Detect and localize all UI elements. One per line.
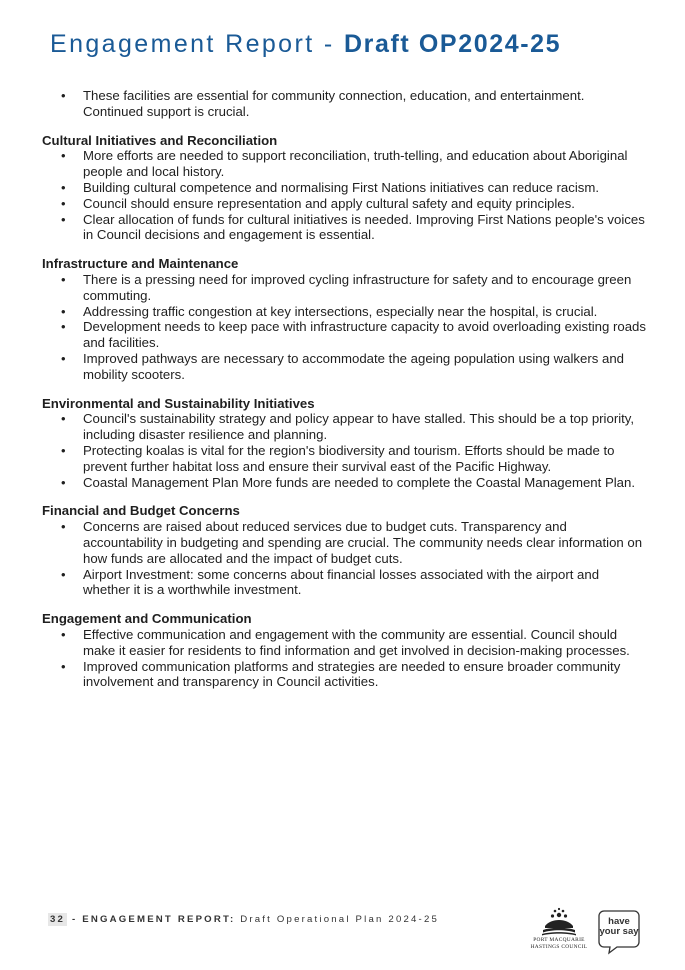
list-item: • Council's sustainability strategy and policy appear to have stalled. This should be a top priority, including disaster resilience and planning.	[42, 411, 647, 443]
bullet-list	[42, 411, 647, 490]
section-infrastructure	[42, 256, 647, 382]
lead-list	[42, 88, 647, 120]
section-heading: Environmental and Sustainability Initiatives	[42, 395, 315, 411]
list-item: • Effective communication and engagement with the community are essential. Council should make it easier for residents to find information and get involved in decision-making processes.	[42, 627, 647, 659]
list-item: • Building cultural competence and normalising First Nations initiatives can reduce racism.	[42, 180, 647, 196]
council-name-line2: HASTINGS COUNCIL	[530, 944, 588, 950]
bullet-list	[42, 148, 647, 243]
report-content	[42, 88, 647, 690]
page-footer	[48, 914, 439, 925]
list-item: • Improved pathways are necessary to accommodate the ageing population using walkers and mobility scooters.	[42, 351, 647, 383]
section-heading: Financial and Budget Concerns	[42, 503, 240, 519]
bullet-list	[42, 519, 647, 598]
list-item: • These facilities are essential for community connection, education, and entertainment. Continued support is crucial.	[42, 88, 647, 120]
section-financial	[42, 503, 647, 598]
footer-subtitle: Draft Operational Plan 2024-25	[235, 914, 440, 925]
page-header	[50, 30, 561, 59]
list-item: • More efforts are needed to support reconciliation, truth-telling, and education about Aboriginal people and local history.	[42, 148, 647, 180]
badge-line2: your say	[599, 926, 639, 937]
list-item: • Addressing traffic congestion at key intersections, especially near the hospital, is crucial.	[42, 304, 647, 320]
section-cultural	[42, 133, 647, 244]
list-item: • Improved communication platforms and strategies are needed to ensure broader community involvement and transparency in Council activities.	[42, 659, 647, 691]
list-item: • Council should ensure representation and apply cultural safety and equity principles.	[42, 196, 647, 212]
badge-line1: have	[608, 916, 630, 927]
bullet-list	[42, 627, 647, 690]
page-number: 32	[50, 914, 66, 925]
list-item: • Airport Investment: some concerns about financial losses associated with the airport and whether it is a worthwhile investment.	[42, 567, 647, 599]
council-emblem-icon	[539, 906, 579, 936]
header-title: Draft OP2024-25	[343, 30, 562, 58]
list-item: • Clear allocation of funds for cultural initiatives is needed. Improving First Nations people's voices in Council decisions and engagement is essential.	[42, 212, 647, 244]
section-heading: Cultural Initiatives and Reconciliation	[42, 132, 278, 148]
council-logo	[528, 906, 590, 958]
section-engagement	[42, 611, 647, 690]
council-name-line1: PORT MACQUARIE	[533, 937, 585, 943]
section-heading: Infrastructure and Maintenance	[42, 256, 239, 272]
section-environment	[42, 396, 647, 491]
header-prefix: Engagement Report -	[50, 30, 344, 58]
footer-separator: -	[67, 914, 83, 925]
list-item: • Concerns are raised about reduced services due to budget cuts. Transparency and accountability in budgeting and spending are crucial. The community needs clear information on how funds are allocated and the impact of budget cuts.	[42, 519, 647, 566]
have-your-say-logo	[597, 909, 641, 953]
list-item: • Protecting koalas is vital for the region's biodiversity and tourism. Efforts should be made to prevent further habitat loss and ensure their survival east of the Pacific Highway.	[42, 443, 647, 475]
list-item: • Coastal Management Plan More funds are needed to complete the Coastal Management Plan.	[42, 475, 647, 491]
footer-label: ENGAGEMENT REPORT:	[82, 914, 236, 925]
bullet-list	[42, 272, 647, 383]
list-item: • Development needs to keep pace with infrastructure capacity to avoid overloading existing roads and facilities.	[42, 319, 647, 351]
list-item: • There is a pressing need for improved cycling infrastructure for safety and to encourage green commuting.	[42, 272, 647, 304]
section-heading: Engagement and Communication	[42, 611, 252, 627]
